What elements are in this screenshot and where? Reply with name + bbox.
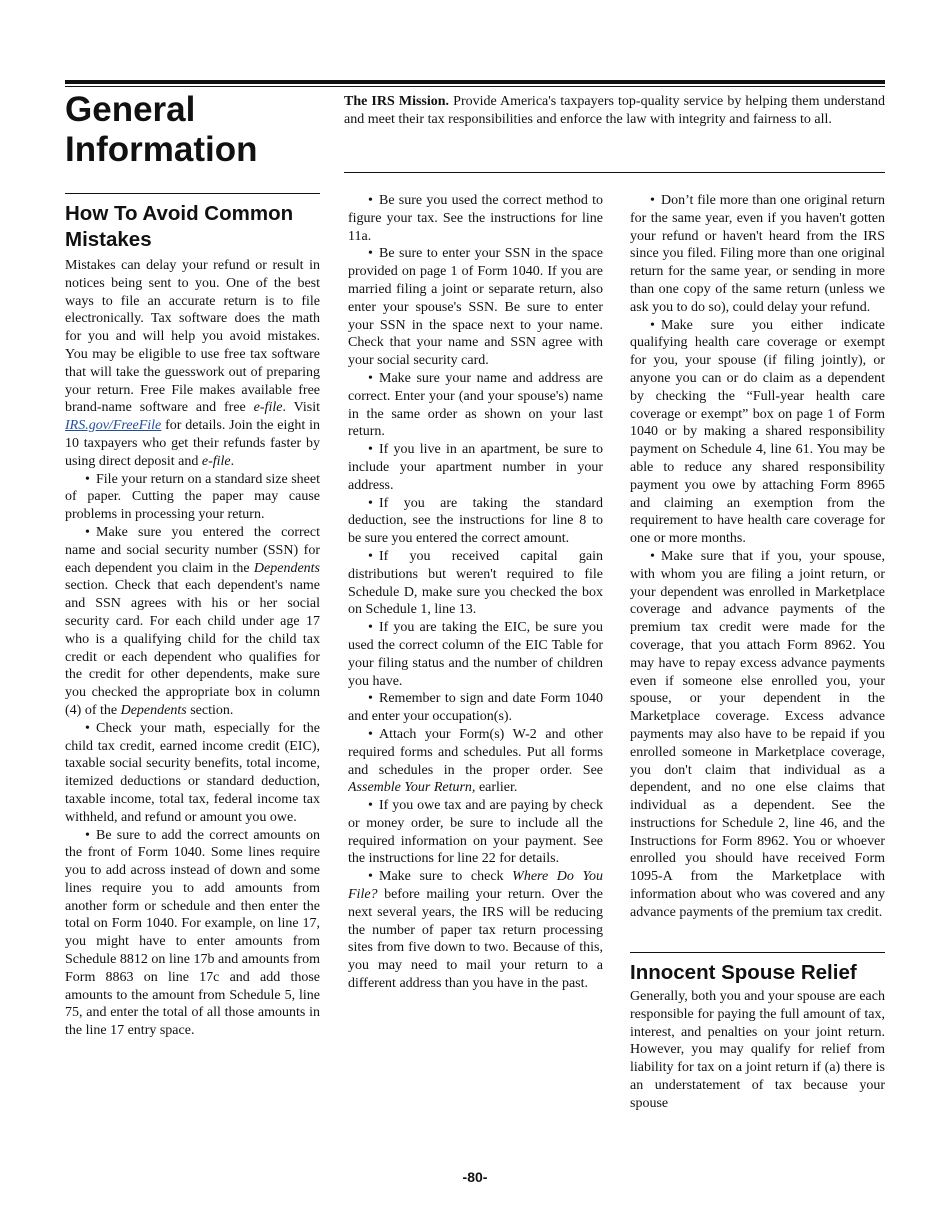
bullet-text: Make sure you entered the correct name and social security number (SSN) for each dependent you claim in the [65, 524, 320, 576]
bullet-dependents [65, 524, 320, 720]
header-divider [344, 172, 885, 173]
bullet-marketplace: • Make sure that if you, your spouse, with whom you are filing a joint return, or your dependent was enrolled in Marketplace coverage and advance payments of the premium tax credit were made for the coverage, that you attach Form 8962. You may have to repay excess advance payments even if someone else enrolled you, your spouse, or your dependent in the Marketplace coverage. Excess advance payments may also have to be repaid if you enrolled someone in Marketplace coverage, you don't claim that individual as a dependent, and no one else claims that individual as a dependent. See the instructions for Schedule 2, line 46, and the Instructions for Form 8962. You or whoever enrolled you should have received Form 1095-A from the Marketplace with information about who was covered and any advance payments of the premium tax credit. [630, 548, 885, 922]
intro-text: Mistakes can delay your refund or result in notices being sent to you. One of the best ways to file an accurate return is to file electronically. Tax software does the math for you and will help you avoid mistakes. You may be eligible to use free tax software that will take the guesswork out of preparing your return. Free File makes available free brand-name software and free [65, 258, 320, 416]
section2-paragraph: Generally, both you and your spouse are each responsible for paying the full amount of tax, interest, and penalties on your joint return. However, you may qualify for relief from liability for tax on a joint return if (a) there is an understatement of tax because your spouse [630, 989, 885, 1111]
bullet-text: before mailing your return. Over the next several years, the IRS will be reducing the number of paper tax return processing sites from five down to two. Because of this, you may need to mail your return to a different address than you have in the past. [348, 887, 603, 992]
mission-label: The IRS Mission. [344, 94, 450, 109]
intro-text: for details. Join the eight in 10 taxpayers who get their refunds faster by using direct deposit and [65, 418, 320, 469]
bullet-text: Attach your Form(s) W-2 and other required forms and schedules. Put all forms and schedules in the proper order. See [348, 726, 603, 778]
column-2 [348, 192, 603, 1122]
bullet-where-file [348, 868, 603, 993]
irs-mission-statement [344, 93, 885, 128]
bullet-eic: • If you are taking the EIC, be sure you used the correct column of the EIC Table for your filing status and the number of children you have. [348, 619, 603, 690]
bullet-text: section. Check that each dependent's name and SSN agrees with his or her social security card. For each child under age 17 who is a qualifying child for the child tax credit or each dependent who qualifies for the credit for other dependents, make sure you checked the appropriate box in column (4) of the [65, 578, 320, 718]
bullet-capital-gain: • If you received capital gain distributions but weren't required to file Schedule D, make sure you checked the box on Schedule 1, line 13. [348, 548, 603, 619]
bullet-ssn: • Be sure to enter your SSN in the space provided on page 1 of Form 1040. If you are married filing a joint or separate return, also enter your spouse's SSN. Be sure to enter your SSN in the space next to your name. Check that your name and SSN agree with your social security card. [348, 245, 603, 370]
bullet-italic: Where Do You File? [348, 869, 603, 903]
bullet-text: Make sure to check [379, 869, 513, 885]
section1-heading: How To Avoid Common Mistakes [65, 202, 294, 251]
page-number: -80- [462, 1169, 488, 1185]
section2-heading: Innocent Spouse Relief [630, 961, 857, 984]
bullet-standard-deduction: • If you are taking the standard deduction, see the instructions for line 8 to be sure you entered the correct amount. [348, 495, 603, 548]
intro-text: . [230, 453, 235, 469]
bullet-attach-w2 [348, 726, 603, 797]
column-1 [65, 257, 320, 1122]
bullet-one-original: • Don’t file more than one original return for the same year, even if you haven't gotten your refund or haven't heard from the IRS since you filed. Filing more than one original return for the same year, or sending in more than one copy of the same return (unless we ask you to do so), could delay your refund. [630, 192, 885, 317]
top-thick-rule [65, 80, 885, 84]
top-thin-rule [65, 86, 885, 87]
efile-term: e-file [253, 400, 283, 416]
efile-term: e-file [201, 453, 231, 469]
bullet-italic: Dependents [120, 702, 187, 718]
bullet-sign-date: • Remember to sign and date Form 1040 and enter your occupation(s). [348, 690, 603, 726]
column-3-content [630, 192, 885, 947]
freefile-link[interactable]: IRS.gov/FreeFile [65, 418, 162, 434]
innocent-spouse-text [630, 988, 885, 1113]
bullet-text: section. [186, 702, 234, 718]
page-title-line2: Information [65, 130, 258, 169]
section2-rule [630, 952, 885, 953]
bullet-health-coverage: • Make sure you either indicate qualifying health care coverage or exempt for you, your spouse (if filing jointly), or anyone you can or do claim as a dependent by checking the “Full-year health care coverage or exempt” box on page 1 of Form 1040 or by making a shared responsibility payment on Schedule 4, line 61. You may be able to reduce any shared responsibility payment you owe by attaching Form 8965 and claiming an exemption from the requirement to have health care coverage for one or more months. [630, 317, 885, 548]
intro-text: . Visit [282, 400, 320, 416]
section1-rule [65, 193, 320, 194]
bullet-check-math: • Check your math, especially for the child tax credit, earned income credit (EIC), taxable social security benefits, total income, itemized deductions or standard deduction, taxable income, total tax, federal income tax withheld, and refund or amount you owe. [65, 720, 320, 827]
bullet-text: earlier. [475, 780, 518, 796]
page-title [65, 90, 335, 170]
bullet-apartment: • If you live in an apartment, be sure to include your apartment number in your address. [348, 441, 603, 494]
page-title-line1: General [65, 90, 196, 129]
bullet-owe-tax: • If you owe tax and are paying by check or money order, be sure to include all the required information on your payment. See the instructions for line 22 for details. [348, 797, 603, 868]
bullet-method: • Be sure you used the correct method to figure your tax. See the instructions for line 11a. [348, 192, 603, 245]
bullet-name-address: • Make sure your name and address are correct. Enter your (and your spouse's) name in the same order as shown on your last return. [348, 370, 603, 441]
bullet-add-amounts: • Be sure to add the correct amounts on the front of Form 1040. Some lines require you to add across instead of down and some lines require you to add amounts from another form or schedule and then enter the total on Form 1040. For example, on line 17, you might have to enter amounts from Schedule 8812 on line 17b and amounts from Form 8863 on line 17c and add those amounts to the amount from Schedule 5, line 75, and enter the total of all those amounts in the line 17 entry space. [65, 827, 320, 1041]
column-2-content [348, 192, 603, 993]
bullet-italic: Assemble Your Return, [348, 780, 476, 796]
bullet-italic: Dependents [253, 560, 320, 576]
mission-text: Provide America's taxpayers top-quality service by helping them understand and meet their tax responsibilities and enforce the law with integrity and fairness to all. [344, 94, 886, 127]
bullet-paper-size: • File your return on a standard size sheet of paper. Cutting the paper may cause problems in processing your return. [65, 471, 320, 524]
intro-paragraph [65, 257, 320, 471]
